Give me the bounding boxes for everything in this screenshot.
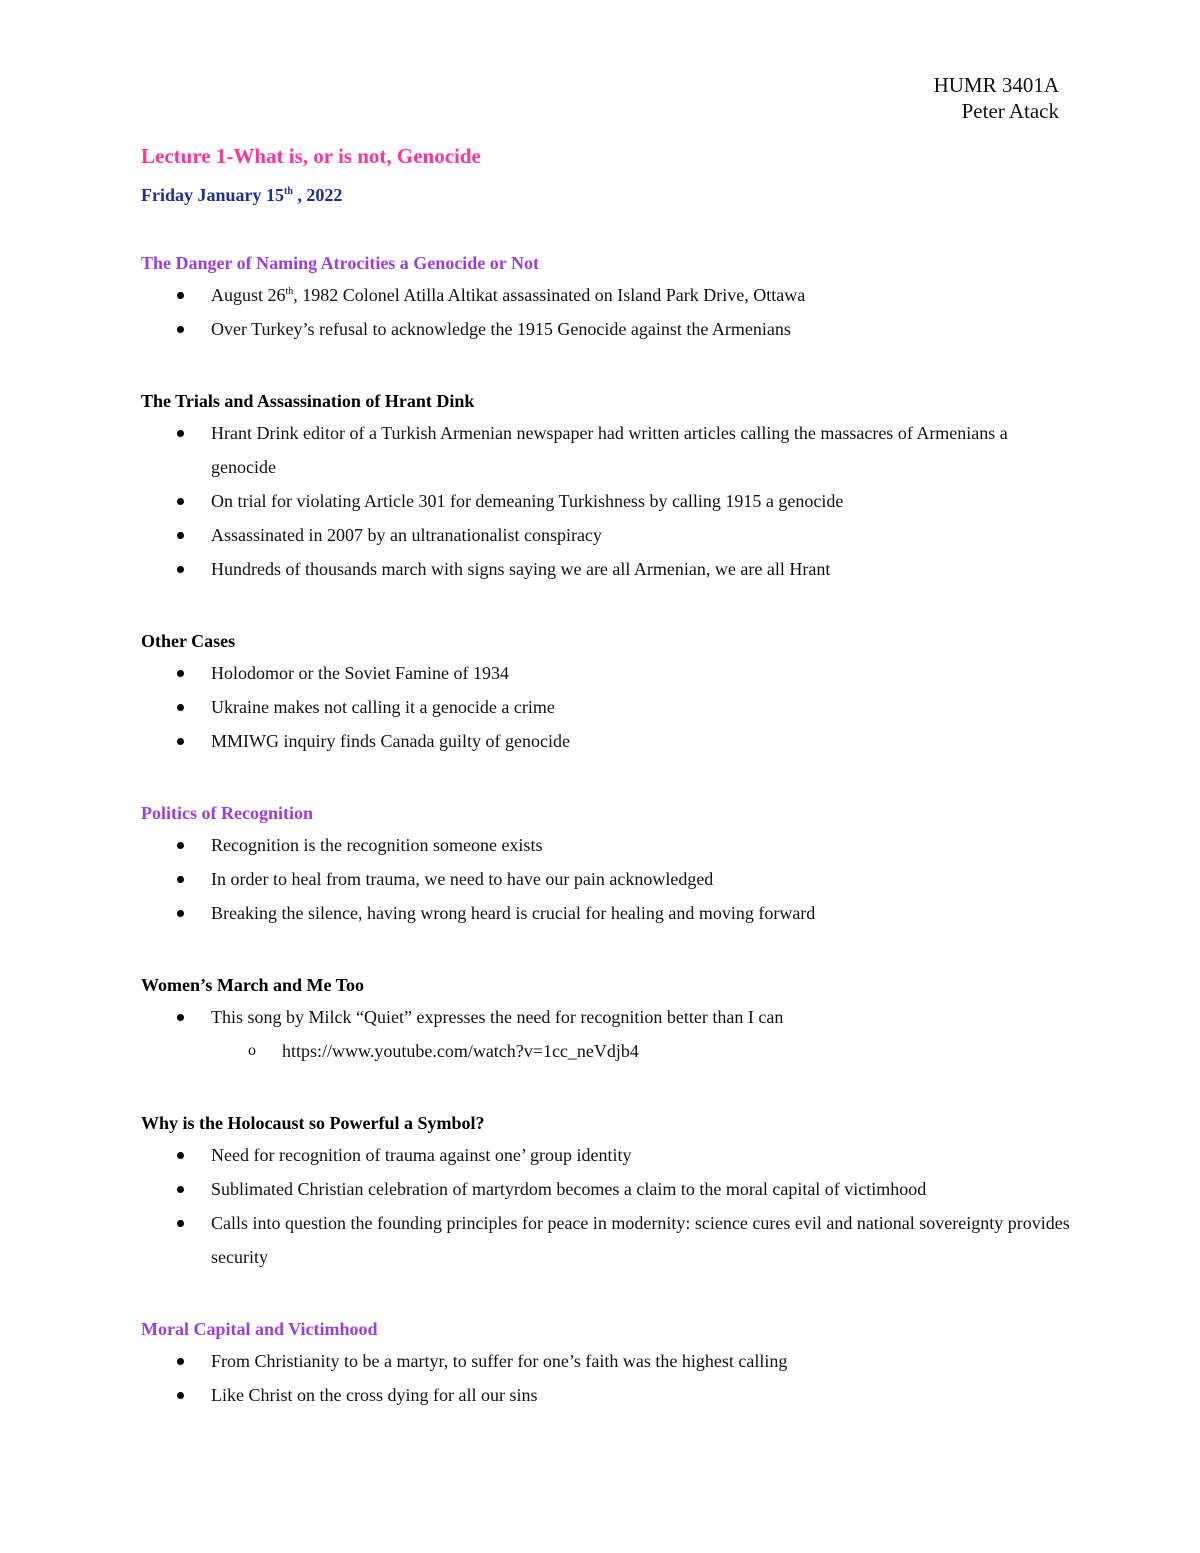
bullet-icon: [177, 842, 184, 849]
list-item: August 26th, 1982 Colonel Atilla Altikat assassinated on Island Park Drive, Ottawa: [141, 278, 1071, 312]
bullet-icon: [177, 1220, 184, 1227]
bullet-icon: [177, 326, 184, 333]
section-heading: The Danger of Naming Atrocities a Genocide or Not: [141, 253, 539, 273]
list-item: Like Christ on the cross dying for all our sins: [141, 1378, 1071, 1412]
list-item: On trial for violating Article 301 for demeaning Turkishness by calling 1915 a genocide: [141, 484, 1071, 518]
list-item: Hrant Drink editor of a Turkish Armenian newspaper had written articles calling the massacres of Armenians a genocide: [141, 416, 1071, 484]
list-item: This song by Milck “Quiet” expresses the need for recognition better than I can: [141, 1000, 1071, 1034]
list-item: From Christianity to be a martyr, to suffer for one’s faith was the highest calling: [141, 1344, 1071, 1378]
section-hrant-dink: [141, 386, 1071, 586]
bullet-icon: [177, 738, 184, 745]
bullet-list: [141, 416, 1071, 586]
list-item: MMIWG inquiry finds Canada guilty of genocide: [141, 724, 1071, 758]
section-moral-capital: [141, 1314, 1071, 1412]
bullet-icon: [177, 566, 184, 573]
date-prefix: Friday January 15: [141, 185, 285, 205]
sub-bullet-list: [141, 1034, 1071, 1068]
section-heading: Politics of Recognition: [141, 803, 313, 823]
section-danger-of-naming: [141, 248, 1071, 346]
bullet-list: [141, 1138, 1071, 1274]
youtube-link[interactable]: https://www.youtube.com/watch?v=1cc_neVdjb4: [282, 1041, 639, 1061]
section-other-cases: [141, 626, 1071, 758]
section-heading: Moral Capital and Victimhood: [141, 1319, 378, 1339]
bullet-list: [141, 656, 1071, 758]
lecture-title: Lecture 1-What is, or is not, Genocide: [141, 144, 481, 168]
section-womens-march: [141, 970, 1071, 1068]
bullet-icon: [177, 292, 184, 299]
date-ordinal: th: [284, 186, 293, 197]
page-header: [934, 72, 1059, 124]
section-heading: The Trials and Assassination of Hrant Dink: [141, 391, 475, 411]
bullet-list: [141, 828, 1071, 930]
circle-bullet-icon: o: [248, 1042, 256, 1059]
author-name: Peter Atack: [961, 99, 1059, 123]
bullet-icon: [177, 498, 184, 505]
section-holocaust-symbol: [141, 1108, 1071, 1274]
list-item: Ukraine makes not calling it a genocide a crime: [141, 690, 1071, 724]
bullet-list: [141, 278, 1071, 346]
list-item: Breaking the silence, having wrong heard is crucial for healing and moving forward: [141, 896, 1071, 930]
bullet-icon: [177, 1392, 184, 1399]
bullet-icon: [177, 670, 184, 677]
list-item: Assassinated in 2007 by an ultranationalist conspiracy: [141, 518, 1071, 552]
sub-list-item: [141, 1034, 1071, 1068]
document-body: [141, 140, 1071, 1412]
bullet-list: [141, 1000, 1071, 1034]
bullet-icon: [177, 910, 184, 917]
bullet-icon: [177, 1152, 184, 1159]
bullet-icon: [177, 1014, 184, 1021]
bullet-icon: [177, 430, 184, 437]
course-code: HUMR 3401A: [933, 73, 1059, 97]
date-suffix: , 2022: [292, 185, 343, 205]
bullet-icon: [177, 704, 184, 711]
bullet-icon: [177, 532, 184, 539]
list-item: Need for recognition of trauma against one’ group identity: [141, 1138, 1071, 1172]
list-item: In order to heal from trauma, we need to have our pain acknowledged: [141, 862, 1071, 896]
bullet-list: [141, 1344, 1071, 1412]
list-item: Holodomor or the Soviet Famine of 1934: [141, 656, 1071, 690]
list-item: Recognition is the recognition someone exists: [141, 828, 1071, 862]
lecture-date: [141, 180, 1071, 210]
bullet-icon: [177, 1358, 184, 1365]
list-item: Over Turkey’s refusal to acknowledge the 1915 Genocide against the Armenians: [141, 312, 1071, 346]
list-item: Hundreds of thousands march with signs saying we are all Armenian, we are all Hrant: [141, 552, 1071, 586]
bullet-icon: [177, 1186, 184, 1193]
list-item: Calls into question the founding principles for peace in modernity: science cures evil and national sovereignty provides security: [141, 1206, 1071, 1274]
section-heading: Women’s March and Me Too: [141, 975, 365, 995]
list-item: Sublimated Christian celebration of martyrdom becomes a claim to the moral capital of victimhood: [141, 1172, 1071, 1206]
bullet-icon: [177, 876, 184, 883]
section-heading: Why is the Holocaust so Powerful a Symbol?: [141, 1113, 485, 1133]
section-heading: Other Cases: [141, 631, 236, 651]
section-politics-of-recognition: [141, 798, 1071, 930]
